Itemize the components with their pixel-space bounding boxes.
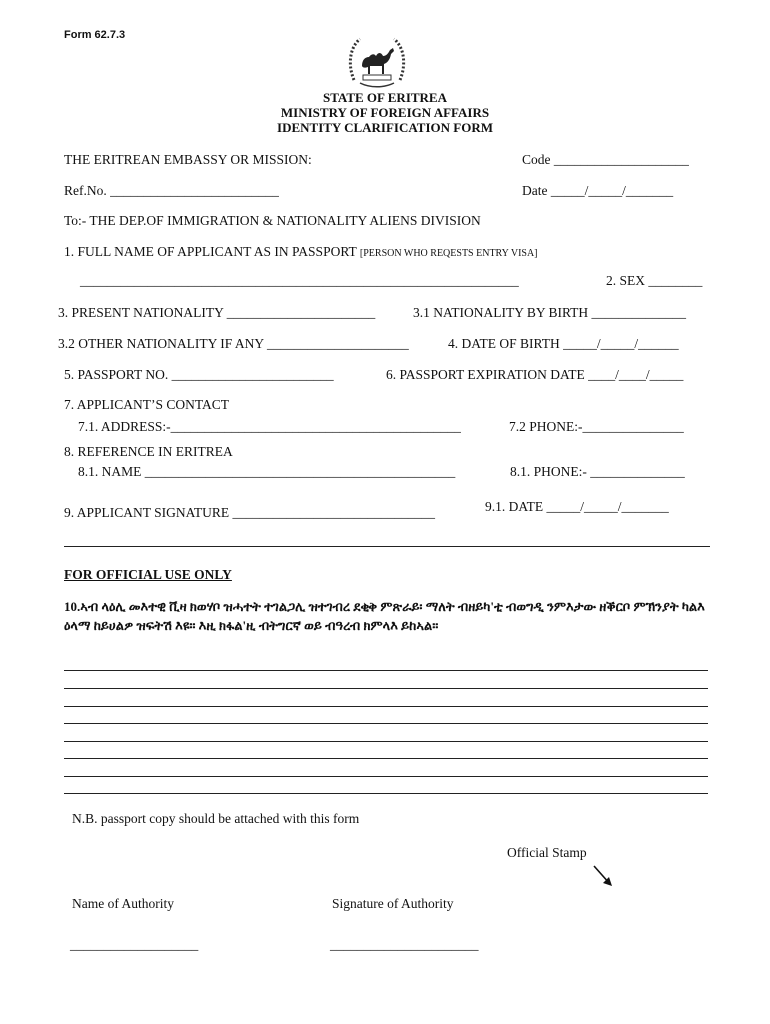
form-title: IDENTITY CLARIFICATION FORM xyxy=(277,120,493,135)
phone-field[interactable]: 7.2 PHONE:-_______________ xyxy=(509,419,684,434)
note-line xyxy=(64,670,708,671)
code-field[interactable]: Code ____________________ xyxy=(522,152,689,167)
other-nationality-field[interactable]: 3.2 OTHER NATIONALITY IF ANY _____________________ xyxy=(58,336,409,351)
reference-name-field[interactable]: 8.1. NAME ______________________________________________ xyxy=(78,464,456,479)
date-field[interactable]: Date _____/_____/_______ xyxy=(522,183,674,198)
note-line xyxy=(64,723,708,724)
full-name-field[interactable]: _________________________________________________________________ xyxy=(80,273,519,288)
present-nationality-field[interactable]: 3. PRESENT NATIONALITY ______________________ xyxy=(58,305,376,320)
passport-no-field[interactable]: 5. PASSPORT NO. ________________________ xyxy=(64,367,334,382)
signature-date-field[interactable]: 9.1. DATE _____/_____/_______ xyxy=(485,499,669,514)
eritrea-emblem-icon xyxy=(346,30,408,90)
address-field[interactable]: 7.1. ADDRESS:-___________________________________________ xyxy=(78,419,461,434)
signature-of-authority-label: Signature of Authority xyxy=(332,896,454,911)
nationality-by-birth-field[interactable]: 3.1 NATIONALITY BY BIRTH ______________ xyxy=(413,305,687,320)
reference-heading: 8. REFERENCE IN ERITREA xyxy=(64,444,233,459)
item-10-text: 10.ኣብ ላዕሊ መእተዊ ቪዛ ክወሃቦ ዝሓተት ተገልጋሊ ዝተገብረ ደቂቅ ምጽራይ፡ ማለት ብዘይካ'ቲ ብወግዲ ንምእታው ዘቕርቦ ምኽንያት ካልእ ዕላማ ከይሀልዎ ዝፍትሽ እዩ። እዚ ክፋል'ዚ ብትግርኛ ወይ ብዓረብ ክምላእ ይከኣል። xyxy=(64,599,705,633)
form-number: Form 62.7.3 xyxy=(64,29,126,41)
authority-name-field[interactable]: ___________________ xyxy=(70,937,199,952)
note-line xyxy=(64,776,708,777)
reference-phone-field[interactable]: 8.1. PHONE:- ______________ xyxy=(510,464,685,479)
passport-expiration-field[interactable]: 6. PASSPORT EXPIRATION DATE ____/____/_____ xyxy=(386,367,684,382)
full-name-label xyxy=(64,245,538,259)
date-of-birth-field[interactable]: 4. DATE OF BIRTH _____/_____/______ xyxy=(448,336,679,351)
embassy-label: THE ERITREAN EMBASSY OR MISSION: xyxy=(64,152,312,167)
full-name-label-text: 1. FULL NAME OF APPLICANT AS IN PASSPORT xyxy=(64,244,357,259)
ref-no-field[interactable]: Ref.No. _________________________ xyxy=(64,183,279,198)
applicant-contact-heading: 7. APPLICANT’S CONTACT xyxy=(64,397,230,412)
note-line xyxy=(64,741,708,742)
section-divider xyxy=(64,546,710,547)
recipient-line: To:- THE DEP.OF IMMIGRATION & NATIONALITY ALIENS DIVISION xyxy=(64,213,481,228)
full-name-note: [PERSON WHO REQESTS ENTRY VISA] xyxy=(359,248,538,259)
header-line-2: MINISTRY OF FOREIGN AFFAIRS xyxy=(280,105,490,120)
authority-signature-field[interactable]: ______________________ xyxy=(330,937,479,952)
sex-field[interactable]: 2. SEX ________ xyxy=(606,273,703,288)
note-line xyxy=(64,706,708,707)
applicant-signature-field[interactable]: 9. APPLICANT SIGNATURE ______________________________ xyxy=(64,505,436,520)
note-line xyxy=(64,688,708,689)
note-line xyxy=(64,793,708,794)
nb-note: N.B. passport copy should be attached with this form xyxy=(72,811,360,826)
header-line-1: STATE OF ERITREA xyxy=(322,90,447,105)
official-stamp-label: Official Stamp xyxy=(507,845,587,860)
official-use-heading: FOR OFFICIAL USE ONLY xyxy=(64,567,232,582)
name-of-authority-label: Name of Authority xyxy=(72,896,174,911)
note-line xyxy=(64,758,708,759)
arrow-down-right-icon xyxy=(592,864,616,890)
